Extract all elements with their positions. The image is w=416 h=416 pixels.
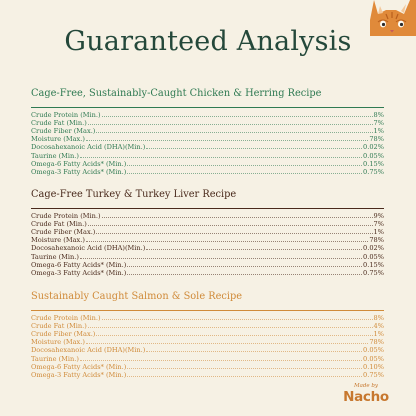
analysis-row: [31, 371, 384, 379]
dot-leader: [127, 274, 362, 275]
nutrient-value: 78%: [369, 135, 384, 144]
nutrient-value: 0.15%: [363, 159, 384, 168]
analysis-row: [31, 228, 384, 236]
nutrient-name: Crude Protein (Min.): [31, 212, 101, 221]
brand-name: Nacho: [343, 389, 389, 405]
nutrient-value: 78%: [369, 338, 384, 347]
nutrient-name: Crude Fat (Min.): [31, 119, 87, 128]
dot-leader: [102, 319, 373, 320]
nutrient-value: 4%: [373, 322, 384, 331]
nutrient-name: Taurine (Min.): [31, 252, 79, 261]
brand-tagline: Made by: [353, 383, 379, 389]
nutrient-name: Moisture (Max.): [31, 135, 85, 144]
nutrient-value: 78%: [369, 236, 384, 245]
analysis-row: [31, 338, 384, 346]
analysis-row: [31, 244, 384, 252]
nutrient-name: Omega-6 Fatty Acids* (Min.): [31, 260, 127, 269]
section-title: Cage-Free, Sustainably-Caught Chicken & Herring Recipe: [31, 88, 322, 99]
nutrient-value: 7%: [373, 119, 384, 128]
nutrient-value: 0.02%: [363, 143, 384, 152]
analysis-row: [31, 160, 384, 168]
section-title: Sustainably Caught Salmon & Sole Recipe: [31, 291, 243, 302]
section-title: Cage-Free Turkey & Turkey Liver Recipe: [31, 189, 237, 200]
nutrient-value: 0.75%: [363, 167, 384, 176]
analysis-row: [31, 354, 384, 362]
nutrient-value: 8%: [373, 111, 384, 120]
dot-leader: [86, 140, 368, 141]
nutrient-name: Docosahexanoic Acid (DHA)(Min.): [31, 346, 146, 355]
dot-leader: [146, 249, 362, 250]
dot-leader: [96, 233, 372, 234]
analysis-row: [31, 346, 384, 354]
analysis-row: [31, 143, 384, 151]
nutrient-name: Crude Fat (Min.): [31, 220, 87, 229]
analysis-row: [31, 252, 384, 260]
nutrient-name: Omega-6 Fatty Acids* (Min.): [31, 159, 127, 168]
dot-leader: [127, 173, 362, 174]
analysis-row: [31, 322, 384, 330]
nutrient-name: Omega-3 Fatty Acids* (Min.): [31, 167, 127, 176]
analysis-row: [31, 236, 384, 244]
analysis-row: [31, 269, 384, 277]
nutrient-value: 1%: [373, 228, 384, 237]
salmon-sole-section: [31, 291, 384, 379]
analysis-row: [31, 151, 384, 159]
dot-leader: [96, 335, 372, 336]
dot-leader: [127, 368, 362, 369]
dot-leader: [80, 157, 362, 158]
nutrient-name: Taurine (Min.): [31, 354, 79, 363]
nutrient-value: 1%: [373, 127, 384, 136]
dot-leader: [102, 116, 373, 117]
nutrient-value: 0.02%: [363, 244, 384, 253]
nutrient-name: Crude Fiber (Max.): [31, 330, 96, 339]
dot-leader: [86, 343, 368, 344]
nutrient-name: Crude Protein (Min.): [31, 111, 101, 120]
nutrient-name: Moisture (Max.): [31, 236, 85, 245]
nutrient-name: Docosahexanoic Acid (DHA)(Min.): [31, 143, 146, 152]
dot-leader: [88, 327, 373, 328]
nutrient-value: 8%: [373, 314, 384, 323]
analysis-row: [31, 111, 384, 119]
nutrient-value: 0.05%: [363, 252, 384, 261]
analysis-row: [31, 220, 384, 228]
section-divider: [31, 107, 384, 108]
analysis-row: [31, 127, 384, 135]
nutrient-value: 9%: [373, 212, 384, 221]
analysis-row: [31, 363, 384, 371]
nutrient-name: Crude Protein (Min.): [31, 314, 101, 323]
analysis-row: [31, 314, 384, 322]
nutrient-name: Docosahexanoic Acid (DHA)(Min.): [31, 244, 146, 253]
dot-leader: [80, 258, 362, 259]
nutrient-name: Moisture (Max.): [31, 338, 85, 347]
nutrient-value: 0.05%: [363, 151, 384, 160]
brand-logo: [334, 383, 398, 404]
nutrient-name: Crude Fat (Min.): [31, 322, 87, 331]
orange-cat-icon: [366, 0, 416, 36]
analysis-row: [31, 168, 384, 176]
nutrient-value: 1%: [373, 330, 384, 339]
dot-leader: [146, 351, 362, 352]
analysis-row: [31, 119, 384, 127]
nutrient-value: 0.75%: [363, 268, 384, 277]
nutrient-name: Crude Fiber (Max.): [31, 228, 96, 237]
dot-leader: [102, 217, 373, 218]
chicken-herring-section: [31, 88, 384, 176]
page-title: Guaranteed Analysis: [64, 26, 352, 57]
analysis-row: [31, 261, 384, 269]
nutrient-name: Taurine (Min.): [31, 151, 79, 160]
nutrient-name: Crude Fiber (Max.): [31, 127, 96, 136]
dot-leader: [96, 132, 372, 133]
nutrient-value: 0.05%: [363, 354, 384, 363]
section-divider: [31, 310, 384, 311]
dot-leader: [86, 241, 368, 242]
nutrient-name: Omega-3 Fatty Acids* (Min.): [31, 268, 127, 277]
turkey-liver-section: [31, 189, 384, 277]
analysis-row: [31, 135, 384, 143]
nutrient-value: 7%: [373, 220, 384, 229]
nutrient-name: Omega-6 Fatty Acids* (Min.): [31, 362, 127, 371]
dot-leader: [80, 360, 362, 361]
nutrient-name: Omega-3 Fatty Acids* (Min.): [31, 370, 127, 379]
dot-leader: [88, 225, 373, 226]
section-divider: [31, 208, 384, 209]
nutrient-value: 0.05%: [363, 346, 384, 355]
dot-leader: [127, 266, 362, 267]
nutrient-value: 0.75%: [363, 370, 384, 379]
dot-leader: [127, 165, 362, 166]
dot-leader: [88, 124, 373, 125]
nutrient-value: 0.15%: [363, 260, 384, 269]
dot-leader: [127, 376, 362, 377]
analysis-row: [31, 330, 384, 338]
nutrient-value: 0.10%: [363, 362, 384, 371]
dot-leader: [146, 148, 362, 149]
analysis-row: [31, 212, 384, 220]
